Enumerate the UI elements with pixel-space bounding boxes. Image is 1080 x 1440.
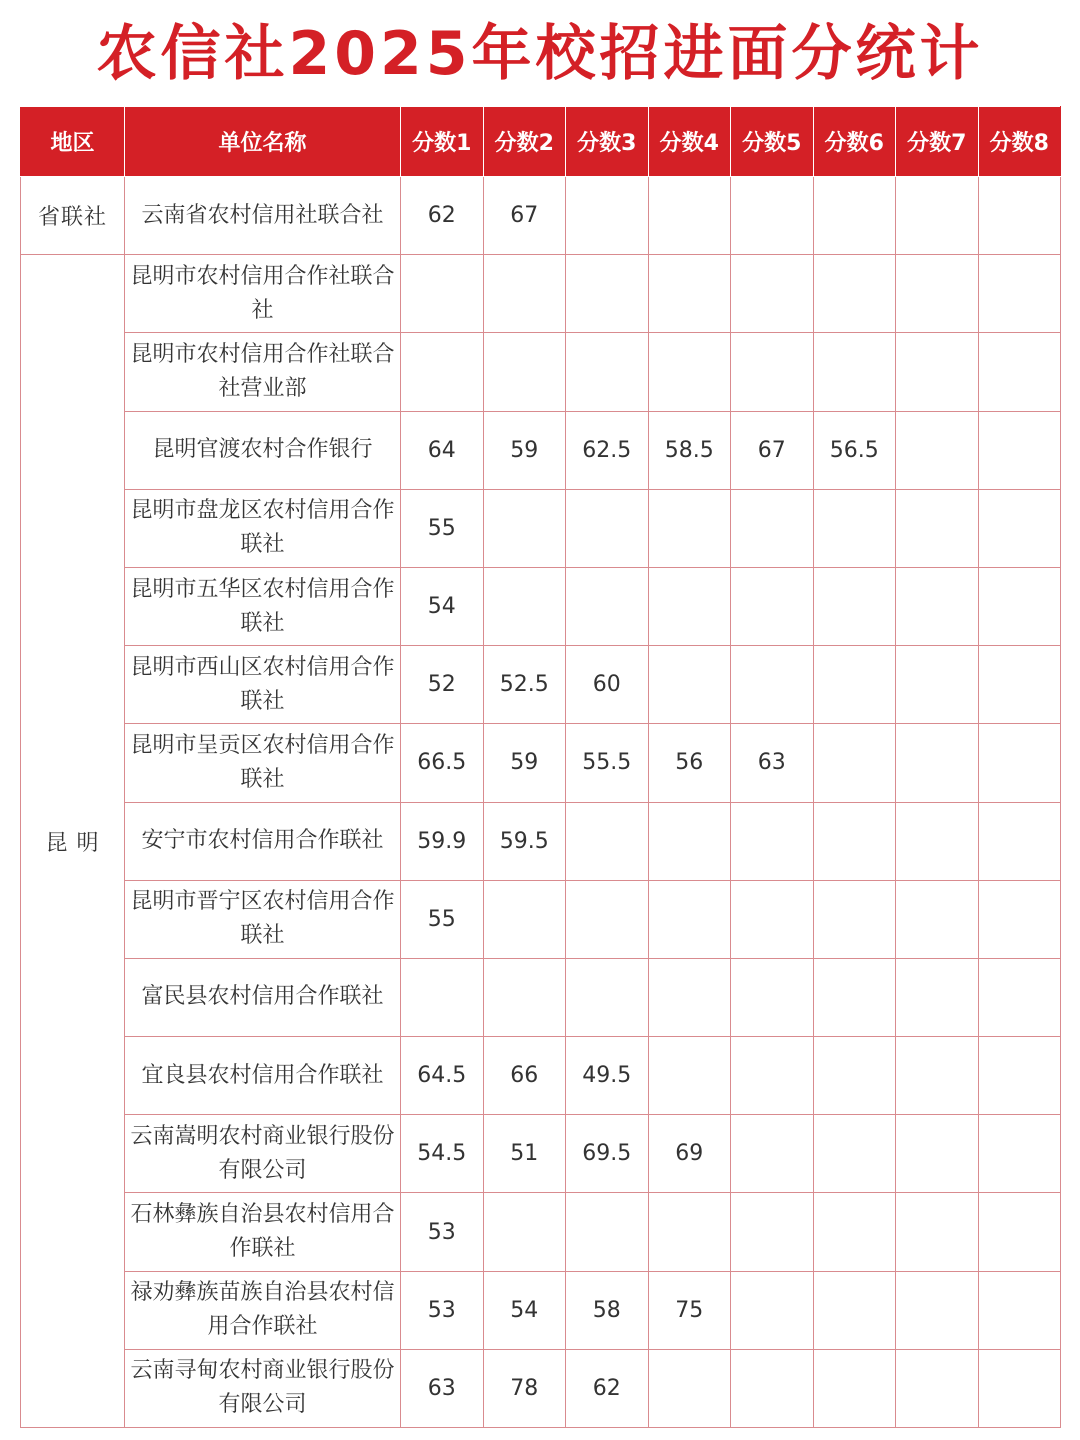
score-1-cell: 62 [401,177,484,255]
score-3-cell [566,489,649,567]
score-1-cell [401,958,484,1036]
page-title: 农信社2025年校招进面分统计 [96,19,984,89]
score-3-cell: 58 [566,1271,649,1349]
unit-name-cell: 昆明市农村信用合作社联合社营业部 [125,333,401,411]
header-score-8: 分数8 [978,107,1061,177]
score-6-cell [813,567,896,645]
score-2-cell: 52.5 [483,646,566,724]
score-6-cell [813,880,896,958]
score-6-cell [813,177,896,255]
region-cell: 省联社 [21,177,125,255]
score-3-cell [566,958,649,1036]
header-score-5: 分数5 [731,107,814,177]
score-4-cell [648,1349,731,1427]
table-row [21,1037,1061,1115]
score-8-cell [978,880,1061,958]
score-3-cell [566,333,649,411]
score-5-cell: 67 [731,411,814,489]
score-1-cell [401,255,484,333]
unit-name-cell: 禄劝彝族苗族自治县农村信用合作联社 [125,1271,401,1349]
score-8-cell [978,1349,1061,1427]
score-2-cell: 51 [483,1115,566,1193]
score-2-cell: 59 [483,724,566,802]
score-2-cell [483,567,566,645]
score-5-cell [731,1115,814,1193]
table-row [21,958,1061,1036]
score-2-cell: 66 [483,1037,566,1115]
score-8-cell [978,567,1061,645]
table-row [21,411,1061,489]
unit-name-cell: 云南省农村信用社联合社 [125,177,401,255]
unit-name-cell: 昆明市晋宁区农村信用合作联社 [125,880,401,958]
header-score-4: 分数4 [648,107,731,177]
table-row [21,880,1061,958]
score-7-cell [896,411,979,489]
score-7-cell [896,1193,979,1271]
score-8-cell [978,255,1061,333]
score-2-cell: 67 [483,177,566,255]
score-7-cell [896,646,979,724]
header-score-1: 分数1 [401,107,484,177]
table-row [21,177,1061,255]
unit-name-cell: 昆明市呈贡区农村信用合作联社 [125,724,401,802]
score-8-cell [978,1193,1061,1271]
header-score-6: 分数6 [813,107,896,177]
score-1-cell: 53 [401,1193,484,1271]
score-6-cell [813,489,896,567]
score-1-cell [401,333,484,411]
table-row [21,255,1061,333]
score-5-cell [731,255,814,333]
score-1-cell: 64 [401,411,484,489]
score-7-cell [896,1271,979,1349]
table-row [21,489,1061,567]
score-4-cell [648,958,731,1036]
score-1-cell: 53 [401,1271,484,1349]
score-2-cell [483,958,566,1036]
score-3-cell: 62 [566,1349,649,1427]
score-7-cell [896,489,979,567]
score-2-cell: 59 [483,411,566,489]
score-4-cell [648,255,731,333]
score-5-cell [731,1193,814,1271]
score-2-cell [483,333,566,411]
score-5-cell [731,646,814,724]
score-6-cell [813,646,896,724]
score-1-cell: 55 [401,489,484,567]
score-7-cell [896,1037,979,1115]
header-score-2: 分数2 [483,107,566,177]
score-2-cell: 59.5 [483,802,566,880]
score-1-cell: 64.5 [401,1037,484,1115]
score-6-cell [813,958,896,1036]
score-6-cell [813,1115,896,1193]
score-3-cell [566,567,649,645]
score-4-cell [648,1037,731,1115]
score-8-cell [978,411,1061,489]
score-4-cell [648,567,731,645]
score-8-cell [978,958,1061,1036]
score-7-cell [896,333,979,411]
unit-name-cell: 昆明官渡农村合作银行 [125,411,401,489]
score-4-cell: 69 [648,1115,731,1193]
score-1-cell: 55 [401,880,484,958]
score-1-cell: 66.5 [401,724,484,802]
score-8-cell [978,724,1061,802]
score-6-cell [813,255,896,333]
score-8-cell [978,802,1061,880]
score-7-cell [896,177,979,255]
score-8-cell [978,177,1061,255]
score-5-cell [731,1349,814,1427]
score-7-cell [896,567,979,645]
score-8-cell [978,646,1061,724]
table-row [21,802,1061,880]
score-5-cell [731,1271,814,1349]
score-6-cell [813,1193,896,1271]
score-3-cell: 62.5 [566,411,649,489]
score-4-cell [648,333,731,411]
score-4-cell [648,177,731,255]
score-5-cell [731,802,814,880]
header-row [21,107,1061,177]
score-8-cell [978,1115,1061,1193]
score-2-cell [483,880,566,958]
unit-name-cell: 安宁市农村信用合作联社 [125,802,401,880]
score-6-cell [813,802,896,880]
score-7-cell [896,1115,979,1193]
header-unit-name: 单位名称 [125,107,401,177]
score-3-cell: 60 [566,646,649,724]
table-row [21,567,1061,645]
score-8-cell [978,1271,1061,1349]
unit-name-cell: 富民县农村信用合作联社 [125,958,401,1036]
score-8-cell [978,333,1061,411]
table-row [21,333,1061,411]
score-4-cell: 75 [648,1271,731,1349]
score-3-cell: 49.5 [566,1037,649,1115]
score-table [20,106,1061,1428]
score-2-cell: 78 [483,1349,566,1427]
score-7-cell [896,802,979,880]
score-3-cell: 55.5 [566,724,649,802]
score-6-cell [813,333,896,411]
score-4-cell [648,489,731,567]
score-6-cell [813,724,896,802]
table-row [21,724,1061,802]
score-2-cell: 54 [483,1271,566,1349]
score-3-cell [566,1193,649,1271]
score-2-cell [483,1193,566,1271]
score-5-cell [731,489,814,567]
score-5-cell [731,1037,814,1115]
unit-name-cell: 石林彝族自治县农村信用合作联社 [125,1193,401,1271]
score-8-cell [978,489,1061,567]
header-score-3: 分数3 [566,107,649,177]
score-7-cell [896,958,979,1036]
score-6-cell [813,1271,896,1349]
score-3-cell: 69.5 [566,1115,649,1193]
unit-name-cell: 宜良县农村信用合作联社 [125,1037,401,1115]
header-region: 地区 [21,107,125,177]
score-3-cell [566,255,649,333]
table-row [21,1349,1061,1427]
table-row [21,646,1061,724]
score-1-cell: 52 [401,646,484,724]
score-5-cell [731,333,814,411]
score-7-cell [896,255,979,333]
score-1-cell: 59.9 [401,802,484,880]
header-score-7: 分数7 [896,107,979,177]
score-6-cell: 56.5 [813,411,896,489]
table-row [21,1271,1061,1349]
score-6-cell [813,1349,896,1427]
score-2-cell [483,255,566,333]
score-7-cell [896,1349,979,1427]
score-4-cell [648,1193,731,1271]
score-4-cell: 58.5 [648,411,731,489]
score-2-cell [483,489,566,567]
score-6-cell [813,1037,896,1115]
score-1-cell: 54.5 [401,1115,484,1193]
unit-name-cell: 昆明市盘龙区农村信用合作联社 [125,489,401,567]
score-3-cell [566,802,649,880]
score-4-cell [648,646,731,724]
score-4-cell: 56 [648,724,731,802]
score-4-cell [648,880,731,958]
score-5-cell [731,880,814,958]
score-5-cell [731,958,814,1036]
table-row [21,1115,1061,1193]
score-1-cell: 63 [401,1349,484,1427]
score-5-cell: 63 [731,724,814,802]
score-8-cell [978,1037,1061,1115]
score-3-cell [566,880,649,958]
unit-name-cell: 昆明市五华区农村信用合作联社 [125,567,401,645]
unit-name-cell: 云南嵩明农村商业银行股份有限公司 [125,1115,401,1193]
score-7-cell [896,724,979,802]
region-cell: 昆 明 [21,255,125,1428]
score-5-cell [731,177,814,255]
unit-name-cell: 昆明市农村信用合作社联合社 [125,255,401,333]
table-body [21,177,1061,1428]
table-row [21,1193,1061,1271]
score-3-cell [566,177,649,255]
score-5-cell [731,567,814,645]
score-1-cell: 54 [401,567,484,645]
score-4-cell [648,802,731,880]
unit-name-cell: 昆明市西山区农村信用合作联社 [125,646,401,724]
score-7-cell [896,880,979,958]
unit-name-cell: 云南寻甸农村商业银行股份有限公司 [125,1349,401,1427]
